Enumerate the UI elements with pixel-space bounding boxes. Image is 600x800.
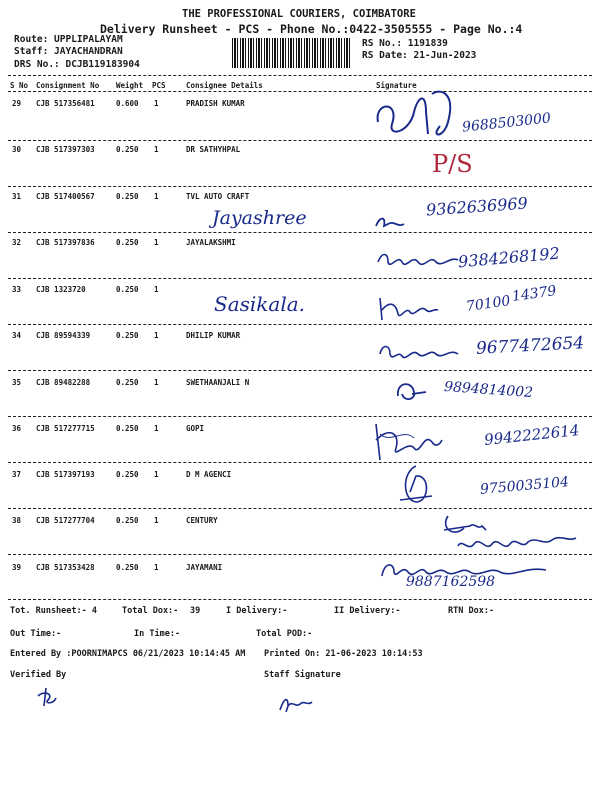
signature-scribble: [374, 214, 408, 232]
row-sno: 29: [12, 99, 22, 108]
entered-by: Entered By :POORNIMAPCS 06/21/2023 10:14:45 AM: [10, 649, 246, 659]
row-weight: 0.250: [116, 331, 139, 340]
row-pcs: 1: [154, 238, 159, 247]
handwritten-phone: 9362636969: [425, 193, 529, 220]
staff-signature: Staff Signature: [264, 670, 341, 680]
handwritten-phone: 9942222614: [483, 421, 581, 449]
row-sno: 39: [12, 563, 22, 572]
row-consignee: D M AGENCI: [186, 470, 232, 479]
handwritten-phone: 9384268192: [457, 243, 561, 272]
header-divider: [8, 75, 592, 76]
signature-scribble: [376, 294, 440, 322]
col-consignee: Consignee Details: [186, 81, 263, 90]
row-pcs: 1: [154, 285, 159, 294]
row-pcs: 1: [154, 516, 159, 525]
handwritten-phone: 9750035104: [479, 474, 570, 498]
row-divider: [8, 140, 592, 141]
row-sno: 35: [12, 378, 22, 387]
col-pcs: PCS: [152, 81, 166, 90]
handwritten-phone: 9887162598: [406, 574, 496, 590]
staff-signature-scribble: [278, 692, 314, 714]
row-consignment: CJB 1323720: [36, 285, 86, 294]
table-bottom-divider: [8, 599, 592, 600]
row-consignee: DR SATHYHPAL: [186, 145, 241, 154]
row-consignee: PRADISH KUMAR: [186, 99, 245, 108]
row-consignment: CJB 517397193: [36, 470, 95, 479]
row-sno: 34: [12, 331, 22, 340]
row-divider: [8, 462, 592, 463]
row-weight: 0.250: [116, 516, 139, 525]
total-dox-label: Total Dox:-: [122, 606, 179, 616]
row-sno: 38: [12, 516, 22, 525]
row-sno: 30: [12, 145, 22, 154]
row-sno: 31: [12, 192, 22, 201]
row-weight: 0.250: [116, 192, 139, 201]
row-divider: [8, 232, 592, 233]
i-delivery: I Delivery:-: [226, 606, 288, 616]
row-pcs: 1: [154, 145, 159, 154]
col-signature: Signature: [376, 81, 417, 90]
signature-scribble: [440, 508, 580, 556]
row-consignment: CJB 517353428: [36, 563, 95, 572]
verified-by: Verified By: [10, 670, 67, 680]
row-sno: 37: [12, 470, 22, 479]
signature-scribble: [376, 248, 460, 270]
signature-scribble: [378, 340, 466, 364]
row-weight: 0.250: [116, 378, 139, 387]
row-consignee: GOPI: [186, 424, 205, 433]
rs-date: RS Date: 21-Jun-2023: [362, 50, 477, 61]
total-pod: Total POD:-: [256, 629, 313, 639]
handwritten-phone: 9894814002: [443, 378, 534, 402]
company-title: THE PROFESSIONAL COURIERS, COIMBATORE: [182, 8, 416, 20]
col-sno: S No: [10, 81, 29, 90]
signature-scribble: [396, 462, 436, 506]
tot-runsheet: Tot. Runsheet:- 4: [10, 606, 97, 616]
signature-scribble: [370, 414, 444, 464]
row-weight: 0.250: [116, 145, 139, 154]
row-consignee: CENTURY: [186, 516, 218, 525]
row-weight: 0.250: [116, 424, 139, 433]
row-consignee: TVL AUTO CRAFT: [186, 192, 250, 201]
handwritten-phone: 9677472654: [475, 333, 585, 359]
col-weight: Weight: [116, 81, 144, 90]
out-time: Out Time:-: [10, 629, 62, 639]
row-pcs: 1: [154, 192, 159, 201]
signature-scribble: [394, 376, 428, 404]
ii-delivery: II Delivery:-: [334, 606, 401, 616]
printed-on: Printed On: 21-06-2023 10:14:53: [264, 649, 423, 659]
row-divider: [8, 370, 592, 371]
row-weight: 0.250: [116, 238, 139, 247]
row-consignment: CJB 517397836: [36, 238, 95, 247]
barcode: [232, 38, 352, 68]
row-consignment: CJB 517400567: [36, 192, 95, 201]
row-pcs: 1: [154, 563, 159, 572]
row-pcs: 1: [154, 331, 159, 340]
signature-scribble: [370, 82, 470, 144]
row-pcs: 1: [154, 99, 159, 108]
row-consignment: CJB 89482288: [36, 378, 91, 387]
verified-signature-scribble: [36, 686, 58, 708]
handwritten-phone: 9688503000: [461, 110, 552, 136]
total-dox-value: 39: [190, 606, 201, 616]
row-consignment: CJB 517277715: [36, 424, 95, 433]
row-divider: [8, 416, 592, 417]
in-time: In Time:-: [134, 629, 181, 639]
drs-number: DRS No.: DCJB119183904: [14, 59, 140, 70]
row-divider: [8, 278, 592, 279]
row-consignment: CJB 517397303: [36, 145, 95, 154]
rs-number: RS No.: 1191839: [362, 38, 448, 49]
route-label: Route: UPPLIPALAYAM: [14, 34, 123, 45]
row-weight: 0.250: [116, 470, 139, 479]
runsheet-title: Delivery Runsheet - PCS - Phone No.:0422-3505555 - Page No.:4: [100, 22, 523, 36]
row-consignee: JAYALAKSHMI: [186, 238, 236, 247]
handwritten-name: Jayashree: [212, 207, 307, 229]
row-pcs: 1: [154, 378, 159, 387]
row-consignee: DHILIP KUMAR: [186, 331, 241, 340]
header-underline: [8, 91, 592, 92]
row-pcs: 1: [154, 470, 159, 479]
row-pcs: 1: [154, 424, 159, 433]
rtn-dox: RTN Dox:-: [448, 606, 495, 616]
handwritten-phone-part: 14379: [511, 282, 558, 306]
handwritten-ps-mark: P/S: [432, 150, 473, 178]
row-consignment: CJB 517356481: [36, 99, 95, 108]
row-sno: 36: [12, 424, 22, 433]
row-consignee: JAYAMANI: [186, 563, 223, 572]
staff-label: Staff: JAYACHANDRAN: [14, 46, 123, 57]
row-weight: 0.250: [116, 285, 139, 294]
row-consignment: CJB 89594339: [36, 331, 91, 340]
row-weight: 0.250: [116, 563, 139, 572]
row-divider: [8, 186, 592, 187]
row-weight: 0.600: [116, 99, 139, 108]
handwritten-phone-part: 70100: [465, 292, 512, 316]
row-sno: 32: [12, 238, 22, 247]
row-consignment: CJB 517277704: [36, 516, 95, 525]
row-divider: [8, 324, 592, 325]
col-consignment: Consignment No: [36, 81, 100, 90]
row-consignee: SWETHAANJALI N: [186, 378, 250, 387]
row-sno: 33: [12, 285, 22, 294]
handwritten-name: Sasikala.: [214, 292, 306, 316]
